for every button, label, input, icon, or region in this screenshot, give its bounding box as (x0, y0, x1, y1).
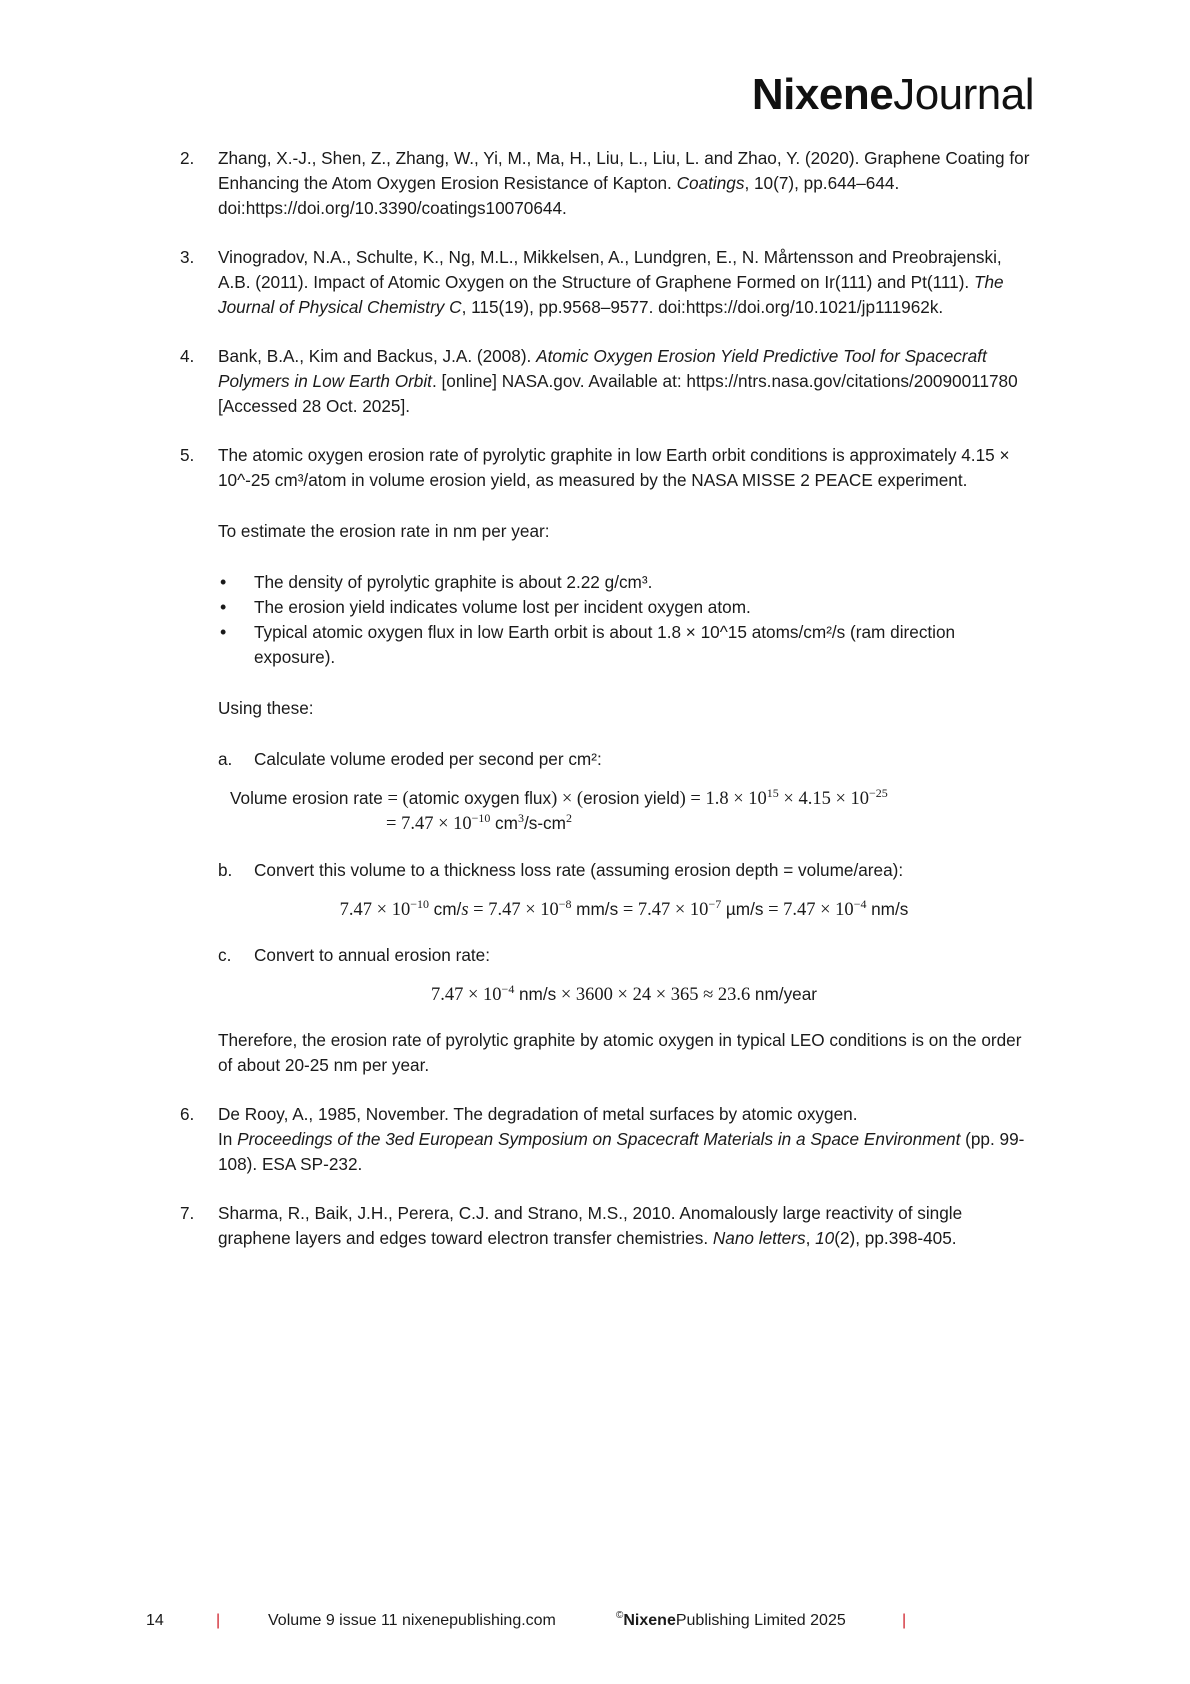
reference-text: Bank, B.A., Kim and Backus, J.A. (2008). Atomic Oxygen Erosion Yield Predictive Tool for Spacecraft Polymers in Low Earth Orbit. [online] NASA.gov. Available at: https://ntrs.nasa.gov/citations/20090011780 [Accessed 28 Oct. 2025]. (218, 346, 1018, 416)
reference-5 (180, 443, 1030, 1078)
reference-3 (180, 245, 1030, 320)
step-b (218, 858, 1030, 883)
reference-number: 5. (180, 445, 195, 465)
step-letter: a. (218, 749, 233, 769)
journal-logo (752, 70, 1034, 120)
logo-bold-text: Nixene (751, 70, 894, 119)
reference-text: Zhang, X.-J., Shen, Z., Zhang, W., Yi, M., Ma, H., Liu, L., Liu, L. and Zhao, Y. (2020). Graphene Coating for Enhancing the Atom Oxygen Erosion Resistance of Kapton. Coatings, 10(7), pp.644–644. doi:https://doi.org/10.3390/coatings10070644. (218, 148, 1030, 218)
equation-volume-erosion: Volume erosion rate = (atomic oxygen flux) × (erosion yield) = $1.8 \times 10^{15} \times 4.15 \times 10^{-25}$ = $7.47 \times 10^{-10}$ $cm^3/s-cm^2$ (230, 786, 888, 834)
step-letter: c. (218, 945, 232, 965)
step-text: Calculate volume eroded per second per cm²: (254, 749, 602, 769)
erosion-intro: The atomic oxygen erosion rate of pyrolytic graphite in low Earth orbit conditions is approximately 4.15 × 10^-25 cm³/atom in volume erosion yield, as measured by the NASA MISSE 2 PEACE experiment. (218, 445, 1010, 490)
conclusion-text: Therefore, the erosion rate of pyrolytic graphite by atomic oxygen in typical LEO conditions is on the order of about 20-25 nm per year. (218, 1030, 1022, 1075)
step-text: Convert to annual erosion rate: (254, 945, 490, 965)
report-title: Atomic Oxygen Erosion Yield Predictive Tool for Spacecraft Polymers in Low Earth Orbit (218, 346, 987, 391)
proceedings-title: Proceedings of the 3ed European Symposium on Spacecraft Materials in a Space Environment (237, 1129, 961, 1149)
page-number: 14 (146, 1612, 164, 1629)
footer-separator: | (216, 1612, 221, 1629)
step-a (218, 747, 1030, 772)
reference-6 (180, 1102, 1030, 1177)
list-item: • The erosion yield indicates volume lost per incident oxygen atom. (218, 595, 1030, 620)
reference-2 (180, 146, 1030, 221)
footer-copyright: ©NixenePublishing Limited 2025 (616, 1610, 846, 1629)
reference-number: 4. (180, 346, 195, 366)
reference-4 (180, 344, 1030, 419)
footer-volume: Volume 9 issue 11 nixenepublishing.com (268, 1612, 556, 1629)
reference-text-cont: In Proceedings of the 3ed European Symposium on Spacecraft Materials in a Space Environment (pp. 99-108). ESA SP-232. (218, 1129, 1025, 1174)
list-item: • Typical atomic oxygen flux in low Earth orbit is about 1.8 × 10^15 atoms/cm²/s (ram direction exposure). (218, 620, 1030, 670)
list-item: • The density of pyrolytic graphite is about 2.22 g/cm³. (218, 570, 1030, 595)
journal-title: Coatings (676, 173, 745, 193)
reference-number: 7. (180, 1203, 195, 1223)
reference-7 (180, 1201, 1030, 1251)
equation-thickness-loss: $7.47 \times 10^{-10}$ $cm/s = 7.47 \times 10^{-8}$ $mm/s = 7.47 \times 10^{-7}$ $\mu m/s = 7.47 \times 10^{-4}$ nm/s (339, 897, 909, 920)
assumption-list (218, 570, 1030, 670)
estimate-heading: To estimate the erosion rate in nm per year: (218, 521, 550, 541)
page-footer (0, 1612, 1190, 1642)
equation-annual-rate: $7.47 \times 10^{-4}$ nm/s × 3600 × 24 × 365 ≈ 23.6 nm/year (430, 982, 818, 1005)
step-letter: b. (218, 860, 233, 880)
using-heading: Using these: (218, 698, 314, 718)
journal-title: Nano letters (712, 1228, 806, 1248)
footer-separator: | (902, 1612, 907, 1629)
references-content (180, 146, 1030, 1275)
reference-number: 3. (180, 247, 195, 267)
reference-text: Vinogradov, N.A., Schulte, K., Ng, M.L., Mikkelsen, A., Lundgren, E., N. Mårtensson and Preobrajenski, A.B. (2011). Impact of Atomic Oxygen on the Structure of Graphene Formed on Ir(111) and Pt(111). The Journal of Physical Chemistry C, 115(19), pp.9568–9577. doi:https://doi.org/10.1021/jp111962k. (218, 247, 1004, 317)
reference-text: Sharma, R., Baik, J.H., Perera, C.J. and Strano, M.S., 2010. Anomalously large reactivity of single graphene layers and edges toward electron transfer chemistries. Nano letters, 10(2), pp.398-405. (218, 1203, 963, 1248)
reference-number: 2. (180, 148, 195, 168)
step-text: Convert this volume to a thickness loss rate (assuming erosion depth = volume/area): (254, 860, 904, 880)
logo-light-text: Journal (893, 70, 1034, 119)
journal-title: The Journal of Physical Chemistry C (218, 272, 1004, 317)
reference-number: 6. (180, 1104, 195, 1124)
reference-text: De Rooy, A., 1985, November. The degradation of metal surfaces by atomic oxygen. (218, 1104, 858, 1124)
step-c (218, 943, 1030, 968)
